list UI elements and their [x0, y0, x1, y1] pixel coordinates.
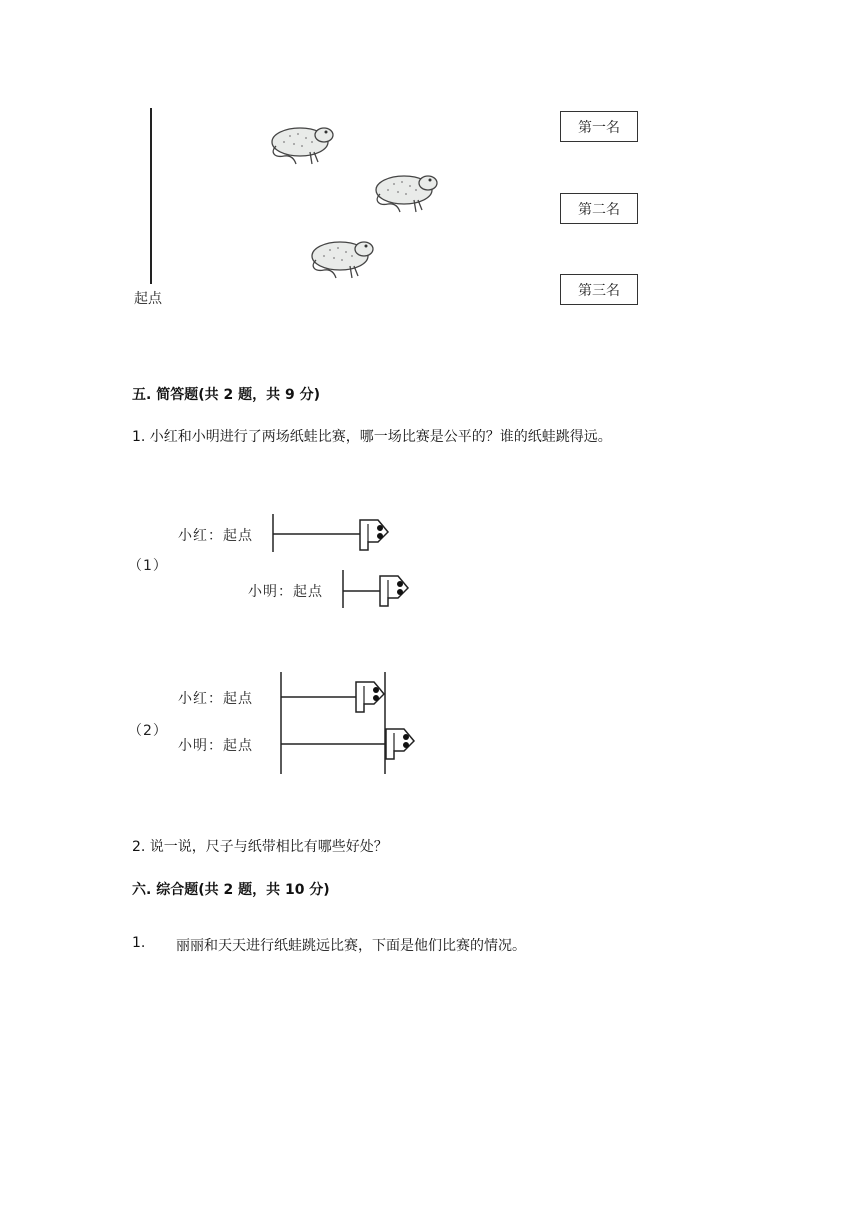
- question-number: 1.: [132, 935, 146, 951]
- question-text: 1. 小红和小明进行了两场纸蛙比赛，哪一场比赛是公平的？谁的纸蛙跳得远。: [132, 429, 612, 445]
- case-marker: （1）: [128, 558, 168, 574]
- race-diagram-case-2: [0, 660, 860, 790]
- rank-box-third: 第三名: [560, 274, 638, 305]
- row-label-xiaoming: 小明：起点: [178, 738, 253, 754]
- question-text: 丽丽和天天进行纸蛙跳远比赛，下面是他们比赛的情况。: [176, 938, 526, 954]
- start-line: [150, 108, 152, 284]
- paper-frog-icon: [358, 518, 390, 552]
- track-lines: [0, 660, 860, 790]
- row-label-xiaohong: 小红：起点: [178, 528, 253, 544]
- start-label: 起点: [134, 291, 162, 307]
- row-label-xiaoming: 小明：起点: [248, 584, 323, 600]
- section-five-heading: 五. 简答题(共 2 题，共 9 分): [132, 387, 320, 403]
- race-diagram-case-1: [0, 500, 860, 620]
- frog-icon: [306, 236, 378, 282]
- paper-frog-icon: [354, 680, 386, 714]
- section-six-heading: 六. 综合题(共 2 题，共 10 分): [132, 882, 330, 898]
- frog-icon: [370, 170, 442, 216]
- frog-icon: [266, 122, 338, 168]
- case-marker: （2）: [128, 723, 168, 739]
- paper-frog-icon: [384, 727, 416, 761]
- rank-box-first: 第一名: [560, 111, 638, 142]
- paper-frog-icon: [378, 574, 410, 608]
- frog-race-figure: [0, 0, 860, 330]
- rank-box-second: 第二名: [560, 193, 638, 224]
- track-lines: [0, 500, 860, 620]
- question-text: 2. 说一说，尺子与纸带相比有哪些好处？: [132, 839, 388, 855]
- row-label-xiaohong: 小红：起点: [178, 691, 253, 707]
